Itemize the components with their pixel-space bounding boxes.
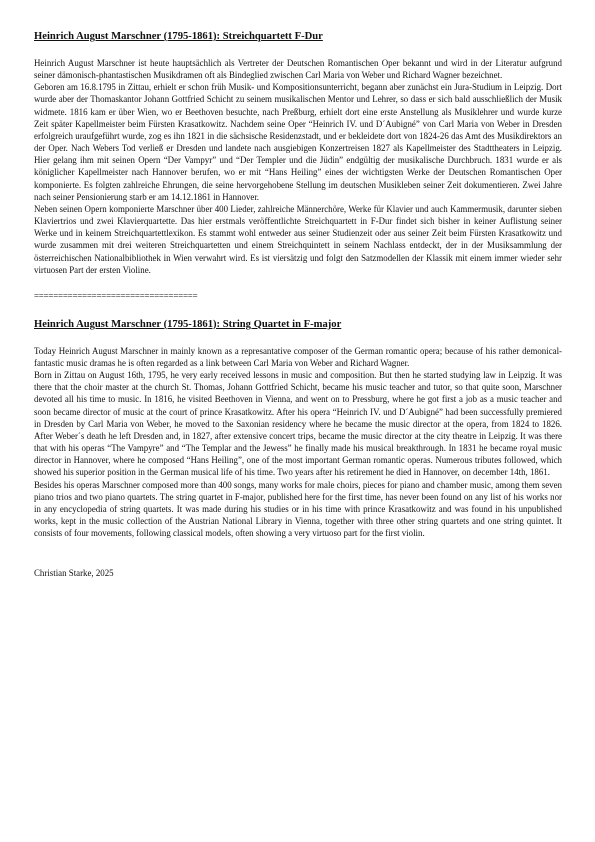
german-paragraph: Neben seinen Opern komponierte Marschner über 400 Lieder, zahlreiche Männerchöre, Werke für Klavier und auch Kammermusik, darunter sieben Klaviertrios und zwei Klavierquartette. Das hier erstmals veröffentlichte Streichquartett in F-Dur findet sich bisher in keiner Auflistung seiner Werke und in keinem Streichquartettlexikon. Es stammt wohl entweder aus seiner Studienzeit oder aus seiner Zeit beim Fürsten Krasatkowitz und wurde zusammen mit drei weiteren Streichquartetten und einem Streichquintett in seinem Nachlass entdeckt, der in der Musiksammlung der österreichischen Nationalbibliothek in Wien verwahrt wird. Es ist viersätzig und folgt den Satzmodellen der Klassik mit einem immer wieder sehr virtuosen Part der ersten Violine. xyxy=(34,203,562,275)
author-signature: Christian Starke, 2025 xyxy=(34,568,114,579)
english-paragraph: Born in Zittau on August 16th, 1795, he very early received lessons in music and composition. But then he started studying law in Leipzig. It was there that the choir master at the church St. Thomas, Johann Gottfried Schicht, became his music teacher and tutor, so that quite soon, Marschner devoted all his time to music. In 1816, he visited Beethoven in Vienna, and went on to Pressburg, where he got first a job as a music teacher and soon became director of music at the court of prince Krasatkowitz. After his opera “Heinrich IV. und D´Aubigné” had been successfully premiered in Dresden by Carl Maria von Weber, he moved to the Saxonian residency where he became the music director at the opera, from 1824 to 1826. After Weber´s death he left Dresden and, in 1827, after extensive concert trips, became the music director at the city theatre in Leipzig. It was there that with his operas “The Vampyre” and “The Templar and the Jewess” he finally made his musical breakthrough. In 1831 he became royal music director in Hannover, where he composed “Hans Heiling”, one of the most important German romantic operas. Numerous tributes followed, which showed his superior position in the German musical life of his time. Two years after his retirement he died in Hannover, on december 14th, 1861. xyxy=(34,370,562,478)
english-title: Heinrich August Marschner (1795-1861): String Quartet in F-major xyxy=(34,318,342,330)
german-paragraph: Heinrich August Marschner ist heute hauptsächlich als Vertreter der Deutschen Romantischen Oper bekannt und wird in der Literatur aufgrund seiner dämonisch-phantastischen Musikdramen oft als Bindeglied zwischen Carl Maria von Weber und Richard Wagner bezeichnet. xyxy=(34,58,562,81)
english-body xyxy=(34,345,562,540)
german-paragraph: Geboren am 16.8.1795 in Zittau, erhielt er schon früh Musik- und Kompositionsunterricht, begann aber zunächst ein Jura-Studium in Leipzig. Dort wurde aber der Thomaskantor Johann Gottfried Schicht zu seinem musikalischen Mentor und Lehrer, so dass er sich bald ausschließlich der Musik widmete. 1816 kam er über Wien, wo er Beethoven besuchte, nach Preßburg, erhielt dort eine erste Anstellung als Musiklehrer und wurde kurze Zeit später Kapellmeister beim Fürsten Krasatkowitz. Nachdem seine Oper “Heinrich IV. und D´Aubigné” von Carl Maria von Weber in Dresden erfolgreich uraufgeführt wurde, zog es ihn 1821 in die sächsische Residenzstadt, und er bekleidete dort von 1824-26 das Amt des Musikdirektors an der Oper. Nach Webers Tod verließ er Dresden und landete nach ausgiebigen Konzertreisen 1827 als Kapellmeister des Stadttheaters in Leipzig. Hier gelang ihm mit seinen Opern “Der Vampyr” und “Der Templer und die Jüdin” endgültig der musikalische Durchbruch. 1831 wurde er als königlicher Kapellmeister nach Hannover berufen, wo er mit “Hans Heiling” eines der wichtigsten Werke der Deutschen Romantischen Oper komponierte. Es folgten zahlreiche Ehrungen, die seine hervorgehobene Stellung im deutschen Musikleben seiner Zeit dokumentieren. Zwei Jahre nach seiner Pensionierung starb er am 14.12.1861 in Hannover. xyxy=(34,82,562,202)
german-title: Heinrich August Marschner (1795-1861): Streichquartett F-Dur xyxy=(34,31,323,42)
german-body xyxy=(34,57,562,276)
section-separator: ================================== xyxy=(34,290,198,301)
english-paragraph: Besides his operas Marschner composed more than 400 songs, many works for male choirs, pieces for piano and chamber music, among them seven piano trios and two piano quartets. The string quartet in F-major, published here for the first time, has never been found on any list of his works nor in any encyclopedia of string quartets. It was made during his studies or in his time with prince Krasatkowitz and was found in his unpublished works, kept in the music collection of the Austrian National Library in Vienna, together with three other string quartets and one string quintet. It consists of four movements, following classical models, often showing a very virtuoso part for the first violin. xyxy=(34,479,562,539)
english-paragraph: Today Heinrich August Marschner in mainly known as a represantative composer of the German romantic opera; because of his rather demonical-fantastic music dramas he is often regarded as a link between Carl Maria von Weber and Richard Wagner. xyxy=(34,345,562,368)
document-page xyxy=(34,30,562,579)
